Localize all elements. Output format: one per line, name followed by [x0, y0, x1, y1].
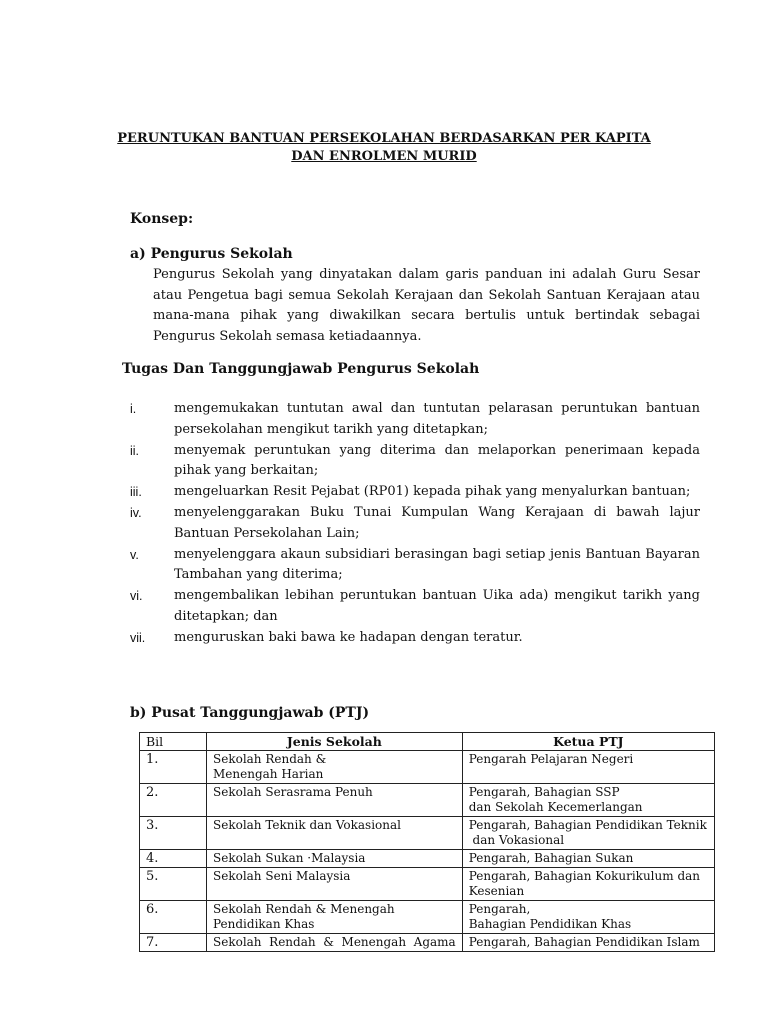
cell-jenis [207, 901, 463, 934]
list-item-text: menyelenggarakan Buku Tunai Kumpulan Wang Kerajaan di bawah lajur Bantuan Persekolahan Lain; [174, 504, 700, 541]
cell-line: Menengah Harian [213, 767, 324, 781]
cell-jenis [207, 751, 463, 784]
table-row [140, 934, 715, 952]
cell-jenis [207, 868, 463, 901]
list-item-text: mengembalikan lebihan peruntukan bantuan Uika ada) mengikut tarikh yang ditetapkan; dan [174, 588, 700, 624]
list-item-number: vi. [130, 589, 143, 604]
cell-jenis [207, 934, 463, 952]
cell-ketua [462, 901, 714, 934]
cell-line: Pengarah, Bahagian Sukan [468, 851, 634, 865]
cell-line: Sekolah Sukan ·Malaysia [213, 851, 366, 865]
cell-line: Bahagian Pendidikan Khas [468, 917, 632, 931]
title-line-2: DAN ENROLMEN MURID [291, 149, 477, 164]
cell-bil: 5. [140, 868, 207, 901]
cell-ketua [462, 817, 714, 850]
cell-ketua [462, 751, 714, 784]
title-line-1: PERUNTUKAN BANTUAN PERSEKOLAHAN BERDASARKAN PER KAPITA [117, 131, 651, 146]
cell-line: Pengarah, Bahagian Pendidikan Teknik [468, 818, 707, 832]
cell-bil: 6. [140, 901, 207, 934]
table-row [140, 784, 715, 817]
header-bil: Bil [140, 733, 207, 751]
cell-ketua [462, 868, 714, 901]
cell-jenis [207, 784, 463, 817]
tugas-heading: Tugas Dan Tanggungjawab Pengurus Sekolah [122, 361, 480, 377]
list-item-text: mengemukakan tuntutan awal dan tuntutan pelarasan peruntukan bantuan persekolahan mengikut tarikh yang ditetapkan; [174, 401, 700, 437]
cell-line: Pengarah Pelajaran Negeri [468, 752, 634, 766]
list-item [130, 586, 700, 628]
list-item-text: menguruskan baki bawa ke hadapan dengan teratur. [174, 629, 523, 645]
list-item-number: iv. [130, 505, 142, 520]
cell-line: Pengarah, Bahagian Pendidikan Islam [468, 935, 700, 949]
cell-line: Sekolah Rendah & Menengah [213, 902, 395, 916]
table-row [140, 868, 715, 901]
tugas-list [130, 399, 700, 649]
konsep-heading: Konsep: [130, 211, 194, 227]
list-item [130, 628, 700, 649]
cell-jenis [207, 817, 463, 850]
cell-line: Pendidikan Khas [213, 917, 315, 931]
cell-ketua [462, 784, 714, 817]
list-item-number: i. [130, 402, 137, 416]
table-row [140, 751, 715, 784]
cell-line: Sekolah Serasrama Penuh [213, 785, 373, 799]
cell-line: dan Vokasional [468, 833, 565, 847]
list-item-number: v. [130, 547, 139, 562]
cell-ketua [462, 934, 714, 952]
section-a-paragraph: Pengurus Sekolah yang dinyatakan dalam garis panduan ini adalah Guru Sesar atau Pengetua bagi semua Sekolah Kerajaan dan Sekolah Santuan Kerajaan atau mana-mana pihak yang diwakilkan secara bertulis untuk bertindak sebagai Pengurus Sekolah semasa ketiadaannya. [153, 267, 700, 344]
cell-bil: 7. [140, 934, 207, 952]
cell-jenis [207, 850, 463, 868]
cell-line: dan Sekolah Kecemerlangan [468, 800, 643, 814]
table-row [140, 850, 715, 868]
list-item-number: iii. [130, 485, 142, 500]
list-item-text: menyemak peruntukan yang diterima dan melaporkan penerimaan kepada pihak yang berkaitan; [174, 442, 700, 479]
header-ketua-ptj: Ketua PTJ [462, 733, 714, 751]
list-item-text: mengeluarkan Resit Pejabat (RP01) kepada pihak yang menyalurkan bantuan; [174, 484, 691, 500]
list-item [130, 441, 700, 483]
header-jenis-sekolah: Jenis Sekolah [207, 733, 463, 751]
cell-bil: 1. [140, 751, 207, 784]
table-header-row [140, 733, 715, 751]
cell-ketua [462, 850, 714, 868]
section-b-heading: b) Pusat Tanggungjawab (PTJ) [130, 705, 370, 721]
cell-line: Sekolah Rendah & Menengah Agama [213, 935, 456, 949]
section-a-heading: a) Pengurus Sekolah [130, 246, 293, 262]
list-item [130, 482, 700, 503]
document-title [0, 130, 768, 166]
cell-line: Pengarah, [468, 902, 531, 916]
list-item-text: menyelenggara akaun subsidiari berasingan bagi setiap jenis Bantuan Bayaran Tambahan yang diterima; [174, 546, 700, 583]
table-row [140, 901, 715, 934]
cell-line: Sekolah Teknik dan Vokasional [213, 818, 401, 832]
cell-line: Pengarah, Bahagian SSP [468, 785, 620, 799]
table-row [140, 817, 715, 850]
list-item [130, 545, 700, 587]
cell-line: Pengarah, Bahagian Kokurikulum dan [468, 869, 701, 883]
cell-bil: 3. [140, 817, 207, 850]
ptj-table [139, 732, 715, 952]
cell-line: Kesenian [468, 884, 525, 898]
list-item-number: vii. [130, 630, 146, 645]
list-item-number: ii. [130, 443, 140, 458]
cell-line: Sekolah Rendah & [213, 752, 327, 766]
list-item [130, 399, 700, 441]
cell-line: Sekolah Seni Malaysia [213, 869, 351, 883]
cell-bil: 4. [140, 850, 207, 868]
cell-bil: 2. [140, 784, 207, 817]
list-item [130, 503, 700, 545]
